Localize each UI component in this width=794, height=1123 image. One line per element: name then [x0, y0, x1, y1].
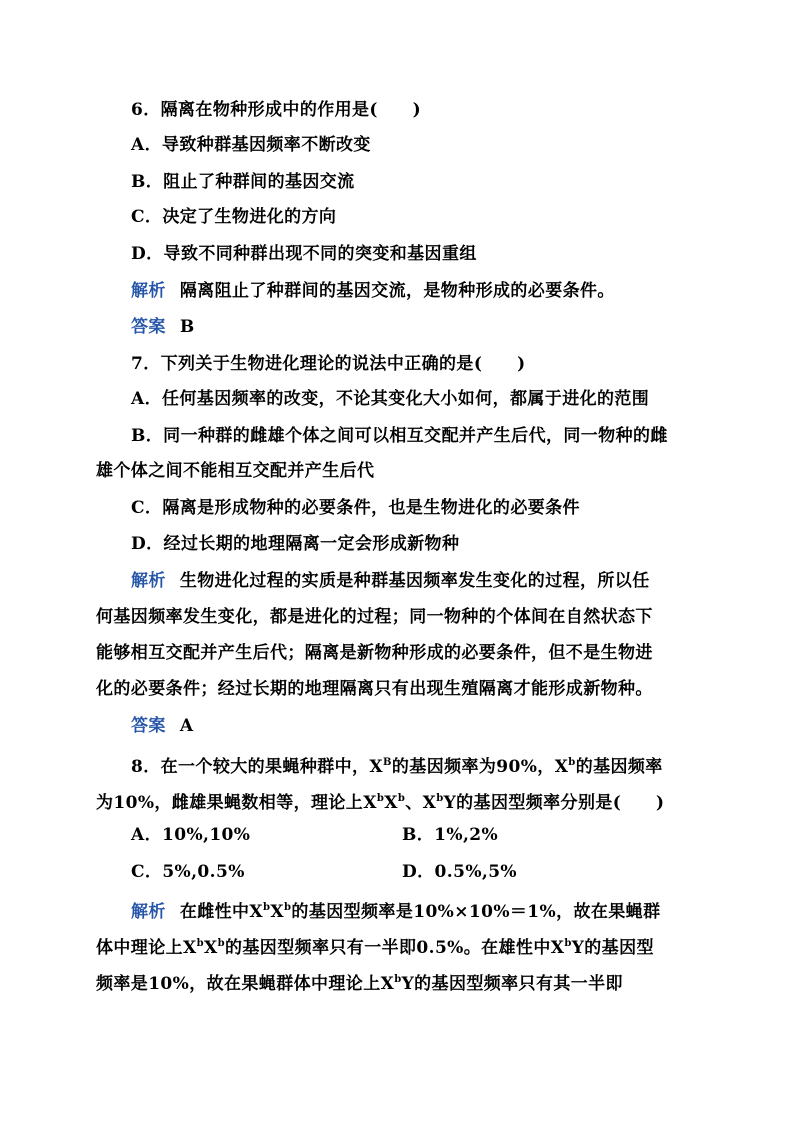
q7-option-c: C．隔离是形成物种的必要条件，也是生物进化的必要条件 [131, 498, 580, 518]
superscript: b [397, 793, 406, 804]
q6-option-c: C．决定了生物进化的方向 [131, 207, 337, 227]
q8-analysis-line-1 [131, 896, 741, 924]
analysis-text: 生物进化过程的实质是种群基因频率发生变化的过程，所以任 [179, 571, 650, 591]
analysis-text: 体中理论上X [96, 938, 197, 958]
q7-analysis-line-3: 能够相互交配并产生后代；隔离是新物种形成的必要条件，但不是生物进 [96, 643, 653, 663]
q6-analysis [131, 279, 741, 303]
q7-stem: 7．下列关于生物进化理论的说法中正确的是( ) [131, 354, 526, 374]
stem-text: 、X [405, 793, 437, 813]
analysis-text: X [270, 902, 285, 922]
answer-value: B [179, 317, 195, 337]
q7-answer [131, 714, 741, 738]
q6-option-b: B．阻止了种群间的基因交流 [131, 172, 355, 192]
q8-analysis-line-2 [96, 932, 706, 960]
superscript: b [568, 757, 576, 768]
superscript: b [564, 938, 572, 949]
q8-stem-line-1 [131, 751, 741, 779]
superscript: b [217, 938, 225, 949]
analysis-text: 的基因型频率是10%×10%＝1%，故在果蝇群 [291, 902, 661, 922]
q6-answer [131, 315, 741, 339]
analysis-text: 的基因型频率只有一半即0.5%。在雄性中X [225, 938, 565, 958]
stem-text: 的基因频率为90%，X [391, 757, 569, 777]
q8-options-row-2 [131, 860, 741, 884]
q8-option-c: C．5%,0.5% [131, 862, 245, 882]
analysis-text: 隔离阻止了种群间的基因交流，是物种形成的必要条件。 [179, 281, 615, 301]
answer-value: A [179, 716, 194, 736]
answer-label: 答案 [131, 317, 166, 337]
q6-stem: 6．隔离在物种形成中的作用是( ) [131, 100, 422, 120]
q6-option-a: A．导致种群基因频率不断改变 [131, 135, 371, 155]
q8-option-a: A．10%,10% [131, 825, 251, 845]
superscript: b [196, 938, 204, 949]
analysis-text: Y的基因型频率只有其一半即 [401, 974, 623, 994]
q8-analysis-line-3 [96, 968, 706, 996]
stem-text: X [384, 793, 398, 813]
stem-text: 8．在一个较大的果蝇种群中，X [131, 757, 384, 777]
analysis-label: 解析 [131, 571, 166, 591]
superscript: b [376, 793, 385, 804]
q8-option-d: D．0.5%,5% [402, 862, 517, 882]
analysis-text: 在雌性中X [179, 902, 264, 922]
q7-analysis-line-1 [131, 569, 741, 593]
q8-stem-line-2 [96, 787, 706, 815]
q7-option-b-cont: 雄个体之间不能相互交配并产生后代 [96, 461, 375, 481]
q6-option-d: D．导致不同种群出现不同的突变和基因重组 [131, 244, 477, 264]
superscript: b [284, 902, 292, 913]
stem-text: Y的基因型频率分别是( ) [443, 793, 665, 813]
superscript: B [383, 757, 392, 768]
q7-analysis-line-4: 化的必要条件；经过长期的地理隔离只有出现生殖隔离才能形成新物种。 [96, 679, 653, 699]
superscript: b [263, 902, 271, 913]
superscript: b [394, 974, 402, 985]
answer-label: 答案 [131, 716, 166, 736]
analysis-label: 解析 [131, 281, 166, 301]
q7-option-a: A．任何基因频率的改变，不论其变化大小如何，都属于进化的范围 [131, 389, 650, 409]
analysis-text: 频率是10%，故在果蝇群体中理论上X [96, 974, 395, 994]
q8-options-row-1 [131, 823, 741, 847]
q7-analysis-line-2: 何基因频率发生变化，都是进化的过程；同一物种的个体间在自然状态下 [96, 607, 653, 627]
q7-option-d: D．经过长期的地理隔离一定会形成新物种 [131, 534, 460, 554]
q7-option-b: B．同一种群的雌雄个体之间可以相互交配并产生后代，同一物种的雌 [131, 426, 668, 446]
analysis-label: 解析 [131, 902, 166, 922]
stem-text: 为10%，雌雄果蝇数相等，理论上X [96, 793, 377, 813]
analysis-text: Y的基因型 [571, 938, 654, 958]
stem-text: 的基因频率 [575, 757, 663, 777]
analysis-text: X [204, 938, 218, 958]
superscript: b [436, 793, 444, 804]
q8-option-b: B．1%,2% [402, 825, 499, 845]
